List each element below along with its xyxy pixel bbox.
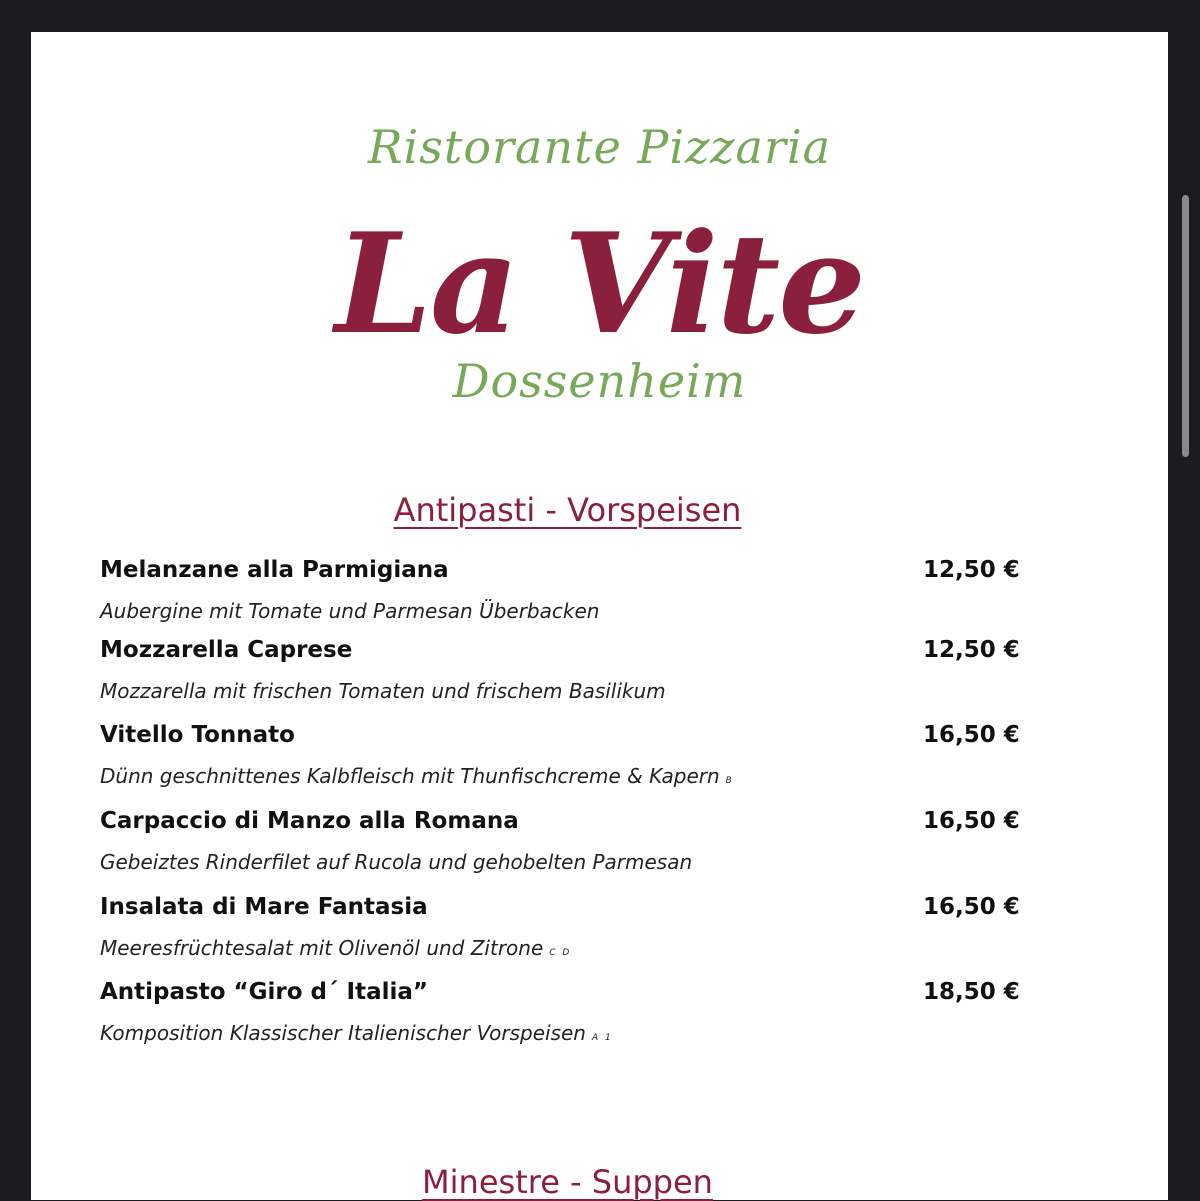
- menu-item-price: 12,50 €: [923, 637, 1020, 663]
- restaurant-town: Dossenheim: [452, 354, 747, 408]
- menu-item-name: Melanzane alla Parmigiana: [100, 557, 449, 583]
- allergen-code: B: [725, 776, 734, 786]
- menu-item-name: Antipasto “Giro d´ Italia”: [100, 979, 429, 1005]
- menu-item-name: Insalata di Mare Fantasia: [100, 894, 428, 920]
- menu-item-description-text: Mozzarella mit frischen Tomaten und frischem Basilikum: [100, 679, 666, 703]
- menu-page: [31, 32, 1168, 1200]
- menu-item-description-text: Dünn geschnittenes Kalbfleisch mit Thunfischcreme & Kapern: [100, 764, 720, 788]
- menu-item-name: Carpaccio di Manzo alla Romana: [100, 808, 519, 834]
- menu-item-price: 16,50 €: [923, 722, 1020, 748]
- menu-item-price: 16,50 €: [923, 894, 1020, 920]
- menu-item-name: Vitello Tonnato: [100, 722, 295, 748]
- menu-item-description: [100, 936, 571, 960]
- allergen-code: C D: [549, 948, 572, 958]
- menu-item-price: 12,50 €: [923, 557, 1020, 583]
- allergen-code: A 1: [591, 1033, 613, 1043]
- restaurant-subtitle: Ristorante Pizzaria: [367, 120, 832, 174]
- restaurant-name: La Vite: [334, 202, 865, 365]
- menu-item-description-text: Meeresfrüchtesalat mit Olivenöl und Zitrone: [100, 936, 544, 960]
- menu-item-description-text: Komposition Klassischer Italienischer Vorspeisen: [100, 1021, 586, 1045]
- menu-item-name: Mozzarella Caprese: [100, 637, 353, 663]
- menu-item-price: 18,50 €: [923, 979, 1020, 1005]
- menu-item-description-text: Gebeiztes Rinderfilet auf Rucola und gehobelten Parmesan: [100, 850, 693, 874]
- scrollbar-thumb[interactable]: [1182, 195, 1189, 457]
- viewer-top-bar: [0, 0, 1200, 32]
- menu-item-description: [100, 599, 605, 623]
- menu-item-description: [100, 850, 698, 874]
- menu-item-description: [100, 1021, 613, 1045]
- menu-item-description-text: Aubergine mit Tomate und Parmesan Überbacken: [100, 599, 600, 623]
- section-heading-minestre: Minestre - Suppen: [422, 1163, 713, 1201]
- menu-item-description: [100, 764, 734, 788]
- menu-item-price: 16,50 €: [923, 808, 1020, 834]
- section-heading-antipasti: Antipasti - Vorspeisen: [393, 491, 742, 529]
- menu-item-description: [100, 679, 672, 703]
